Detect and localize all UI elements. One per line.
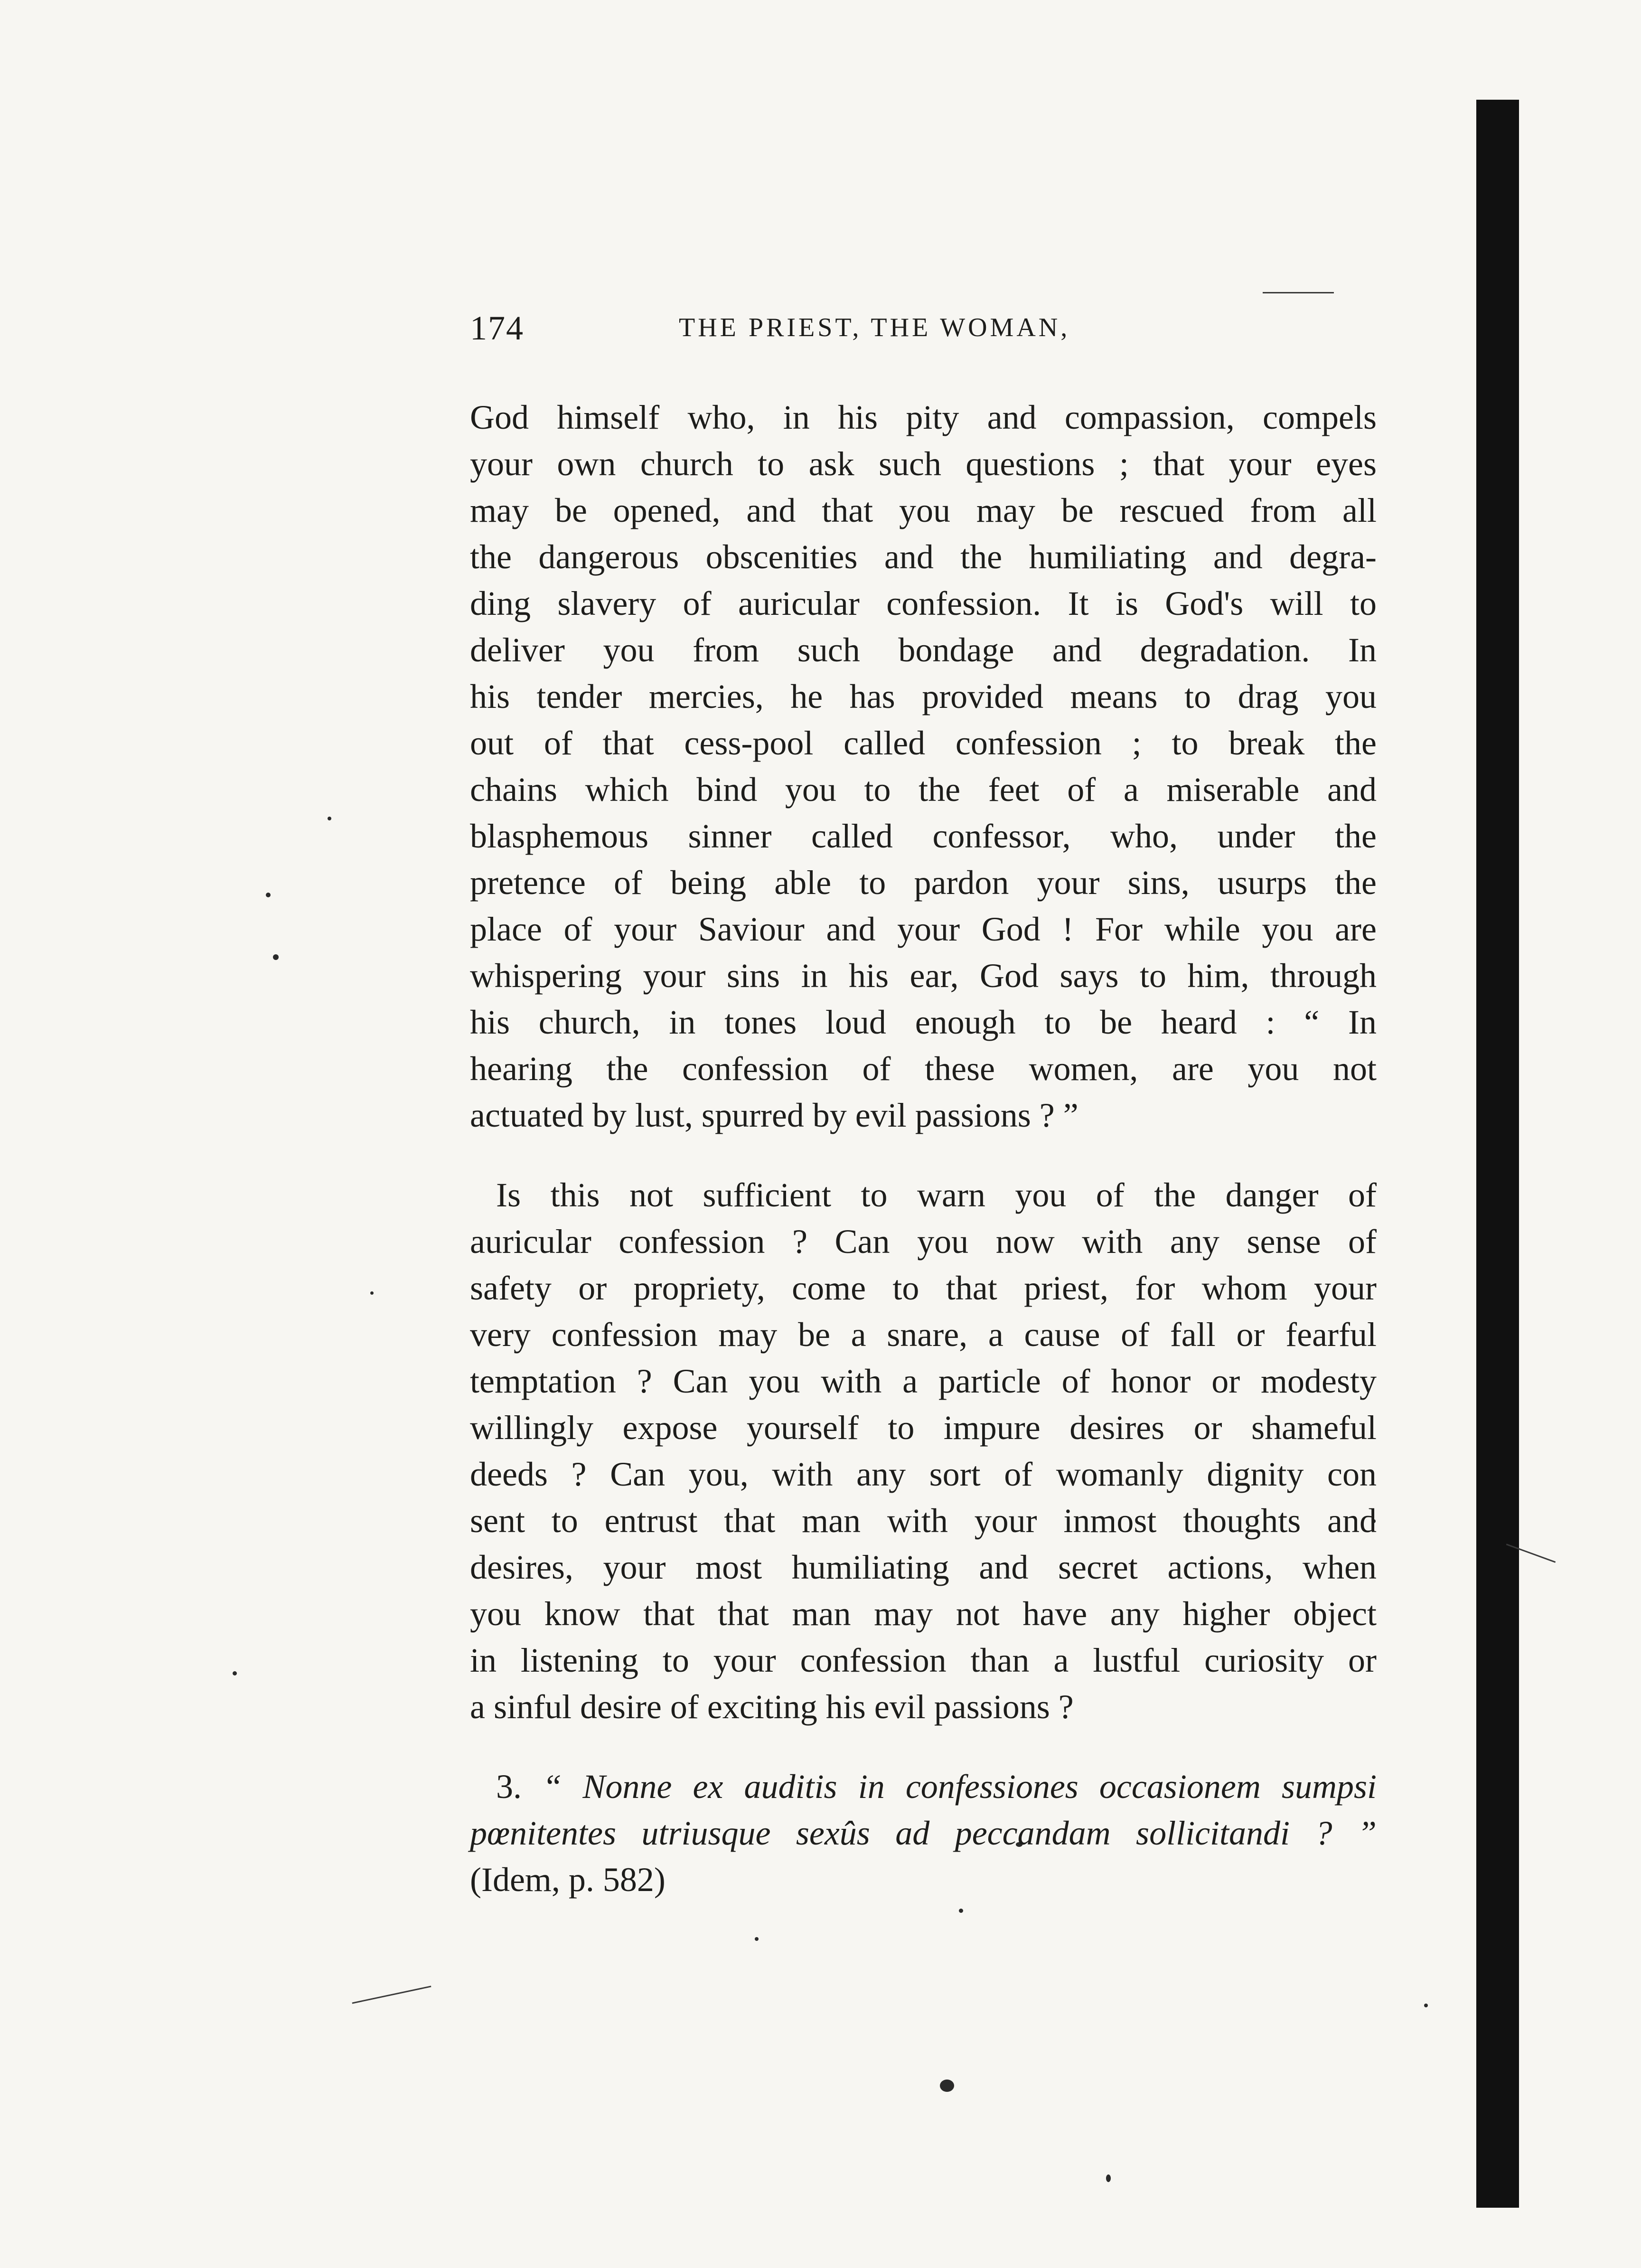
text-line: you know that that man may not have any higher object — [470, 1595, 1377, 1633]
text-line: actuated by lust, spurred by evil passions ? ” — [470, 1096, 1078, 1134]
text-line: out of that cess-pool called confession ; to break the — [470, 724, 1377, 762]
text-line: deeds ? Can you, with any sort of womanly dignity con — [470, 1455, 1377, 1493]
scan-speck — [266, 893, 271, 897]
text-line: willingly expose yourself to impure desires or shameful — [470, 1409, 1377, 1447]
item-number: 3. — [496, 1768, 522, 1806]
paragraph-2 — [470, 1172, 1377, 1730]
text-line: the dangerous obscenities and the humiliating and degra- — [470, 538, 1377, 576]
text-line: place of your Saviour and your God ! For while you are — [470, 910, 1377, 948]
scan-speck — [273, 954, 279, 960]
text-line: in listening to your confession than a lustful curiosity or — [470, 1641, 1377, 1679]
paragraph-1 — [470, 394, 1377, 1139]
text-line: a sinful desire of exciting his evil passions ? — [470, 1688, 1074, 1726]
text-line: whispering your sins in his ear, God says to him, through — [470, 957, 1377, 995]
text-line: may be opened, and that you may be rescued from all — [470, 491, 1377, 529]
latin-quote-line: pœnitentes utriusque sexûs ad peccandam sollicitandi ? ” — [470, 1814, 1377, 1852]
paragraph-gap — [470, 1139, 1377, 1172]
book-spine-shadow — [1476, 100, 1519, 2208]
text-line: his church, in tones loud enough to be heard : “ In — [470, 1003, 1377, 1041]
running-head: THE PRIEST, THE WOMAN, — [679, 313, 1070, 342]
scan-speck — [328, 817, 331, 820]
text-line: auricular confession ? Can you now with any sense of — [470, 1223, 1377, 1261]
scan-speck — [959, 1909, 963, 1913]
text-line: sent to entrust that man with your inmost thoughts and — [470, 1502, 1377, 1540]
paragraph-3 — [470, 1763, 1377, 1903]
text-line: his tender mercies, he has provided means to drag you — [470, 678, 1377, 715]
scan-speck — [1106, 2174, 1111, 2182]
scan-speck — [370, 1291, 374, 1295]
scan-speck — [233, 1671, 237, 1675]
paragraph-gap — [470, 1730, 1377, 1763]
text-line: chains which bind you to the feet of a miserable and — [470, 771, 1377, 809]
scan-speck — [1424, 2004, 1428, 2007]
citation: (Idem, p. 582) — [470, 1861, 666, 1899]
text-line: your own church to ask such questions ; that your eyes — [470, 445, 1377, 483]
text-line: ding slavery of auricular confession. It is God's will to — [470, 584, 1377, 622]
page-header — [470, 309, 1135, 356]
scan-speck — [940, 2080, 954, 2092]
text-line: very confession may be a snare, a cause of fall or fearful — [470, 1316, 1377, 1354]
text-line: pretence of being able to pardon your sins, usurps the — [470, 864, 1377, 902]
latin-quote-line — [470, 1763, 1377, 1810]
scan-speck — [755, 1937, 759, 1941]
latin-text: “ Nonne ex auditis in confessiones occasionem sumpsi — [543, 1768, 1377, 1806]
text-line: hearing the confession of these women, are you not — [470, 1050, 1377, 1088]
text-line: safety or propriety, come to that priest, for whom your — [470, 1269, 1377, 1307]
text-line: Is this not sufficient to warn you of the danger of — [496, 1176, 1377, 1214]
text-line: blasphemous sinner called confessor, who, under the — [470, 817, 1377, 855]
text-line: desires, your most humiliating and secret actions, when — [470, 1548, 1377, 1586]
text-line: deliver you from such bondage and degradation. In — [470, 631, 1377, 669]
scan-stroke — [1263, 292, 1334, 293]
page-number: 174 — [470, 309, 524, 347]
text-line: temptation ? Can you with a particle of honor or modesty — [470, 1362, 1377, 1400]
body-text — [470, 394, 1377, 1903]
scan-stroke — [352, 1986, 431, 2004]
text-line: God himself who, in his pity and compassion, compels — [470, 398, 1377, 436]
